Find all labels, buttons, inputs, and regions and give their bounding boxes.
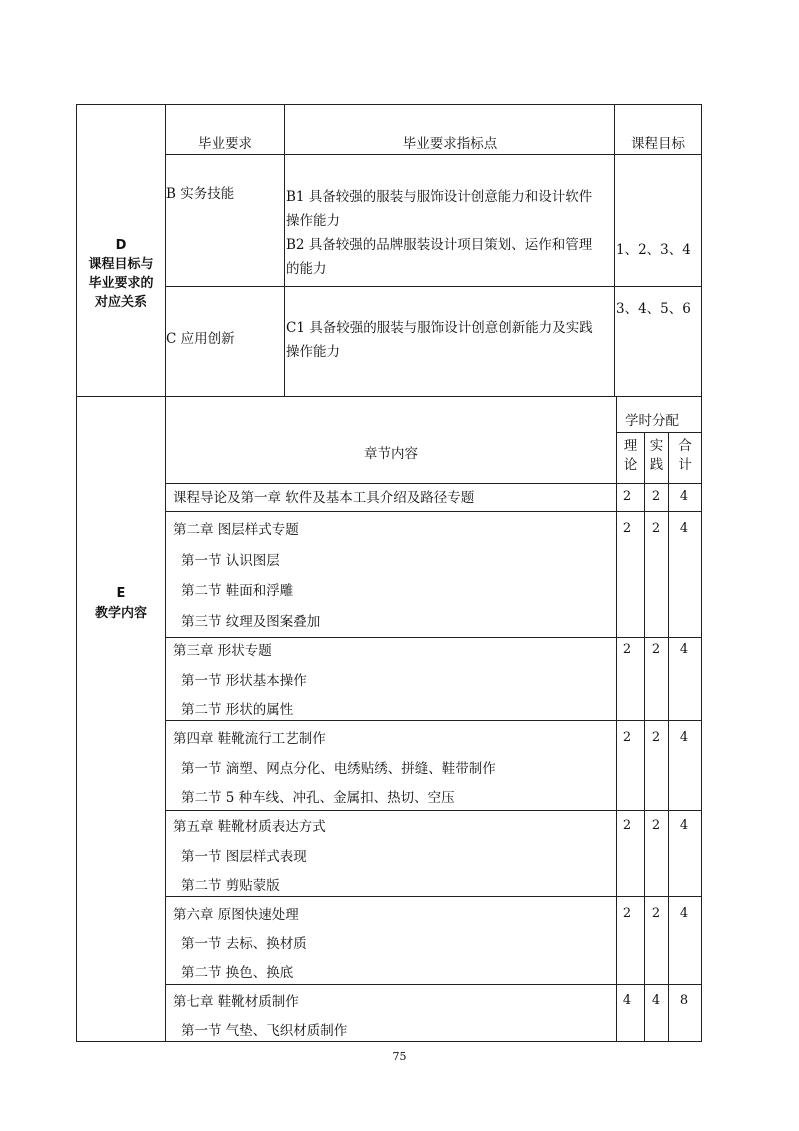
section-title: 第二节 5 种车线、冲孔、金属扣、热切、空压 <box>181 790 455 806</box>
indicator-line: 的能力 <box>286 261 327 277</box>
header-practice-char: 践 <box>649 457 664 473</box>
practice-hours: 2 <box>651 521 661 536</box>
header-theory <box>617 437 644 475</box>
section-title: 第二节 剪贴蒙版 <box>181 878 280 894</box>
header-total <box>669 437 701 475</box>
header-goal: 课程目标 <box>631 136 685 152</box>
section-title: 第二节 形状的属性 <box>181 702 294 718</box>
e-practice-total-divider <box>668 432 669 1042</box>
header-total-char: 计 <box>678 457 692 473</box>
section-divider <box>76 396 702 397</box>
header-requirement: 毕业要求 <box>198 136 252 152</box>
section-title: 第二节 鞋面和浮雕 <box>181 583 294 599</box>
section-d-label <box>77 236 165 312</box>
section-d-title-line: 毕业要求的 <box>88 276 154 291</box>
practice-hours: 2 <box>651 642 661 657</box>
e-row-divider-3 <box>165 720 702 721</box>
total-hours: 4 <box>679 521 689 536</box>
indicator-line: B2 具备较强的品牌服装设计项目策划、运作和管理 <box>286 237 593 253</box>
section-d-code: D <box>115 238 127 253</box>
practice-hours: 2 <box>651 489 661 504</box>
total-hours: 4 <box>679 906 689 921</box>
header-hours: 学时分配 <box>625 413 679 429</box>
chapter-title: 第四章 鞋靴流行工艺制作 <box>173 731 326 747</box>
header-indicator: 毕业要求指标点 <box>402 136 498 152</box>
theory-hours: 2 <box>622 642 632 657</box>
indicator-line: C1 具备较强的服装与服饰设计创意创新能力及实践 <box>286 320 593 336</box>
section-title: 第一节 认识图层 <box>181 553 280 569</box>
e-row-divider-6 <box>165 984 702 985</box>
section-d-title-line: 对应关系 <box>94 295 147 310</box>
goal-cell: 3、4、5、6 <box>616 301 691 317</box>
indicator-cell <box>286 316 593 364</box>
total-hours: 4 <box>679 818 689 833</box>
indicator-line: B1 具备较强的服装与服饰设计创意能力和设计软件 <box>286 189 593 205</box>
chapter-title: 第三章 形状专题 <box>173 643 272 659</box>
label-column-divider <box>165 104 166 1042</box>
theory-hours: 4 <box>622 993 632 1008</box>
header-content: 章节内容 <box>364 446 418 462</box>
d-row-divider <box>165 286 702 287</box>
total-hours: 4 <box>679 642 689 657</box>
chapter-title: 课程导论及第一章 软件及基本工具介绍及路径专题 <box>173 490 475 506</box>
theory-hours: 2 <box>622 521 632 536</box>
section-e-title: 教学内容 <box>94 606 147 621</box>
requirement-cell: B 实务技能 <box>166 186 235 202</box>
e-row-divider-1 <box>165 511 702 512</box>
section-title: 第二节 换色、换底 <box>181 965 294 981</box>
practice-hours: 2 <box>651 730 661 745</box>
section-title: 第一节 气垫、飞织材质制作 <box>181 1023 348 1039</box>
page-number: 75 <box>392 1050 407 1063</box>
chapter-title: 第二章 图层样式专题 <box>173 522 299 538</box>
section-title: 第一节 去标、换材质 <box>181 936 307 952</box>
header-practice <box>645 437 668 475</box>
section-e-label <box>77 584 165 624</box>
total-hours: 4 <box>679 730 689 745</box>
total-hours: 4 <box>679 489 689 504</box>
e-row-divider-0 <box>165 483 702 484</box>
indicator-line: 操作能力 <box>286 213 340 229</box>
theory-hours: 2 <box>622 489 632 504</box>
chapter-title: 第五章 鞋靴材质表达方式 <box>173 819 326 835</box>
section-title: 第三节 纹理及图案叠加 <box>181 614 321 630</box>
e-row-divider-2 <box>165 637 702 638</box>
d-header-divider <box>165 154 702 155</box>
indicator-line: 操作能力 <box>286 344 340 360</box>
section-d-title-line: 课程目标与 <box>88 257 154 272</box>
header-theory-char: 理 <box>623 438 638 454</box>
table-border-top <box>76 104 702 105</box>
e-hours-subheader-divider <box>616 432 702 433</box>
goal-cell: 1、2、3、4 <box>616 242 691 258</box>
e-row-divider-5 <box>165 896 702 897</box>
table-border-right <box>701 104 702 1042</box>
header-practice-char: 实 <box>649 438 664 454</box>
practice-hours: 4 <box>651 993 661 1008</box>
e-row-divider-4 <box>165 810 702 811</box>
section-title: 第一节 图层样式表现 <box>181 849 307 865</box>
chapter-title: 第六章 原图快速处理 <box>173 907 299 923</box>
header-total-char: 合 <box>678 438 692 454</box>
table-border-bottom <box>76 1041 702 1042</box>
theory-hours: 2 <box>622 906 632 921</box>
section-e-code: E <box>116 586 126 601</box>
header-theory-char: 论 <box>623 457 638 473</box>
chapter-title: 第七章 鞋靴材质制作 <box>173 994 299 1010</box>
practice-hours: 2 <box>651 818 661 833</box>
section-title: 第一节 形状基本操作 <box>181 673 307 689</box>
theory-hours: 2 <box>622 818 632 833</box>
requirement-cell: C 应用创新 <box>166 331 235 347</box>
theory-hours: 2 <box>622 730 632 745</box>
practice-hours: 2 <box>651 906 661 921</box>
indicator-cell <box>286 185 592 281</box>
total-hours: 8 <box>679 993 689 1008</box>
section-title: 第一节 滴塑、网点分化、电绣贴绣、拼缝、鞋带制作 <box>181 761 496 777</box>
